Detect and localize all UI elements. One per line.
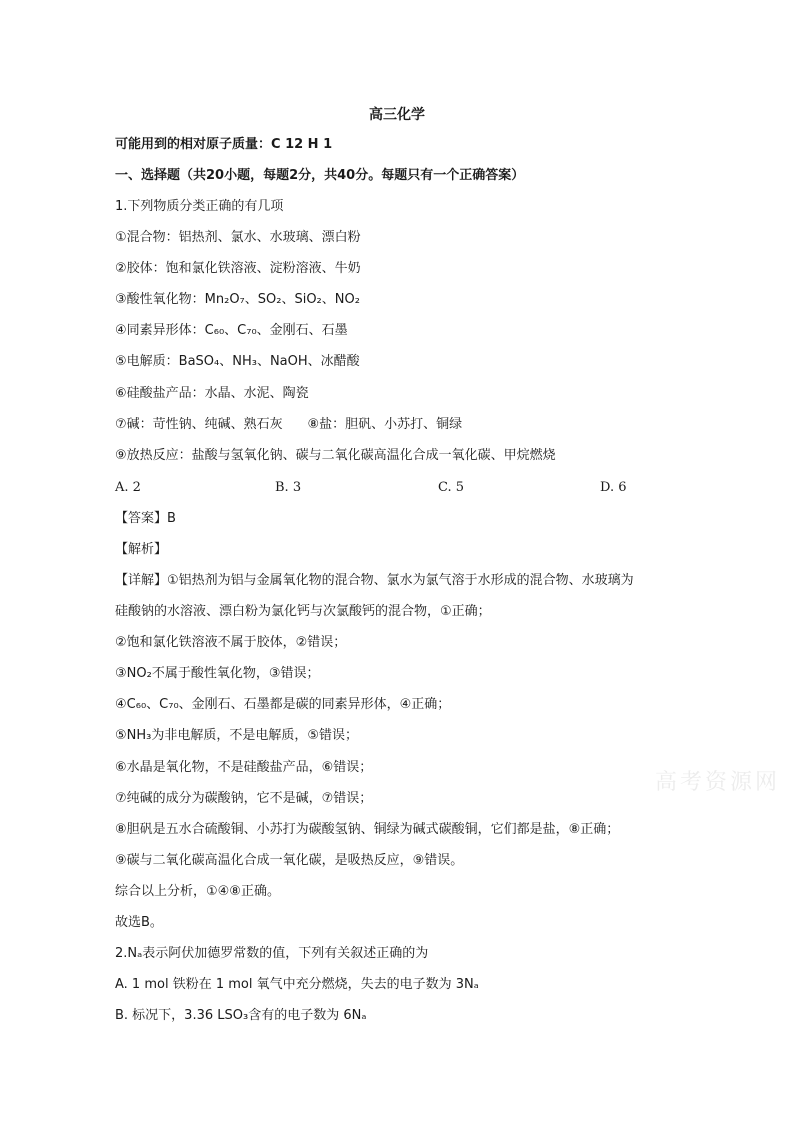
q1-item-9: ⑨放热反应：盐酸与氢氧化钠、碳与二氧化碳高温化合成一氧化碳、甲烷燃烧	[115, 448, 556, 463]
q1-detail-line: ⑥水晶是氧化物，不是硅酸盐产品，⑥错误；	[115, 760, 373, 775]
q1-detail-line: ③NO₂不属于酸性氧化物，③错误；	[115, 666, 320, 681]
atomic-mass-line: 可能用到的相对原子质量：C 12 H 1	[115, 137, 333, 152]
watermark-text: 高考资源网	[655, 770, 781, 795]
section-heading: 一、选择题（共20小题，每题2分，共40分。每题只有一个正确答案）	[115, 168, 525, 183]
q1-item-4: ④同素异形体：C₆₀、C₇₀、金刚石、石墨	[115, 323, 348, 338]
q1-option-b: B. 3	[275, 480, 302, 495]
q2-option-a: A. 1 mol 铁粉在 1 mol 氧气中充分燃烧，失去的电子数为 3Nₐ	[115, 977, 479, 992]
q1-detail-line: ⑦纯碱的成分为碳酸钠，它不是碱，⑦错误；	[115, 791, 373, 806]
question-1-stem: 1.下列物质分类正确的有几项	[115, 199, 284, 214]
page-title: 高三化学	[369, 107, 425, 123]
q1-detail-line: 综合以上分析，①④⑧正确。	[115, 884, 280, 899]
q1-option-d: D. 6	[600, 480, 627, 495]
question-2-stem: 2.Nₐ表示阿伏加德罗常数的值，下列有关叙述正确的为	[115, 946, 429, 961]
q1-item-6: ⑥硅酸盐产品：水晶、水泥、陶瓷	[115, 386, 309, 401]
q1-analysis-heading: 【解析】	[115, 542, 168, 557]
q1-detail-line: ②饱和氯化铁溶液不属于胶体，②错误；	[115, 635, 347, 650]
q1-item-5: ⑤电解质：BaSO₄、NH₃、NaOH、冰醋酸	[115, 354, 360, 369]
q1-option-a: A. 2	[115, 480, 141, 495]
q1-item-3: ③酸性氧化物：Mn₂O₇、SO₂、SiO₂、NO₂	[115, 292, 360, 307]
q1-detail-line: 故选B。	[115, 915, 163, 930]
q1-detail-line: 硅酸钠的水溶液、漂白粉为氯化钙与次氯酸钙的混合物，①正确；	[115, 604, 491, 619]
q1-detail-line: ⑤NH₃为非电解质，不是电解质，⑤错误；	[115, 728, 359, 743]
q1-detail-line: ④C₆₀、C₇₀、金刚石、石墨都是碳的同素异形体，④正确；	[115, 697, 451, 712]
q1-item-7-8: ⑦碱：苛性钠、纯碱、熟石灰 ⑧盐：胆矾、小苏打、铜绿	[115, 417, 463, 432]
q1-detail-line: 【详解】①铝热剂为铝与金属氧化物的混合物、氯水为氯气溶于水形成的混合物、水玻璃为	[115, 573, 634, 588]
q2-option-b: B. 标况下，3.36 LSO₃含有的电子数为 6Nₐ	[115, 1008, 367, 1023]
q1-item-1: ①混合物：铝热剂、氯水、水玻璃、漂白粉	[115, 230, 361, 245]
q1-item-2: ②胶体：饱和氯化铁溶液、淀粉溶液、牛奶	[115, 261, 361, 276]
q1-detail-line: ⑨碳与二氧化碳高温化合成一氧化碳，是吸热反应，⑨错误。	[115, 853, 464, 868]
q1-detail-line: ⑧胆矾是五水合硫酸铜、小苏打为碳酸氢钠、铜绿为碱式碳酸铜，它们都是盐，⑧正确；	[115, 822, 620, 837]
q1-option-c: C. 5	[438, 480, 465, 495]
q1-answer: 【答案】B	[115, 511, 176, 526]
